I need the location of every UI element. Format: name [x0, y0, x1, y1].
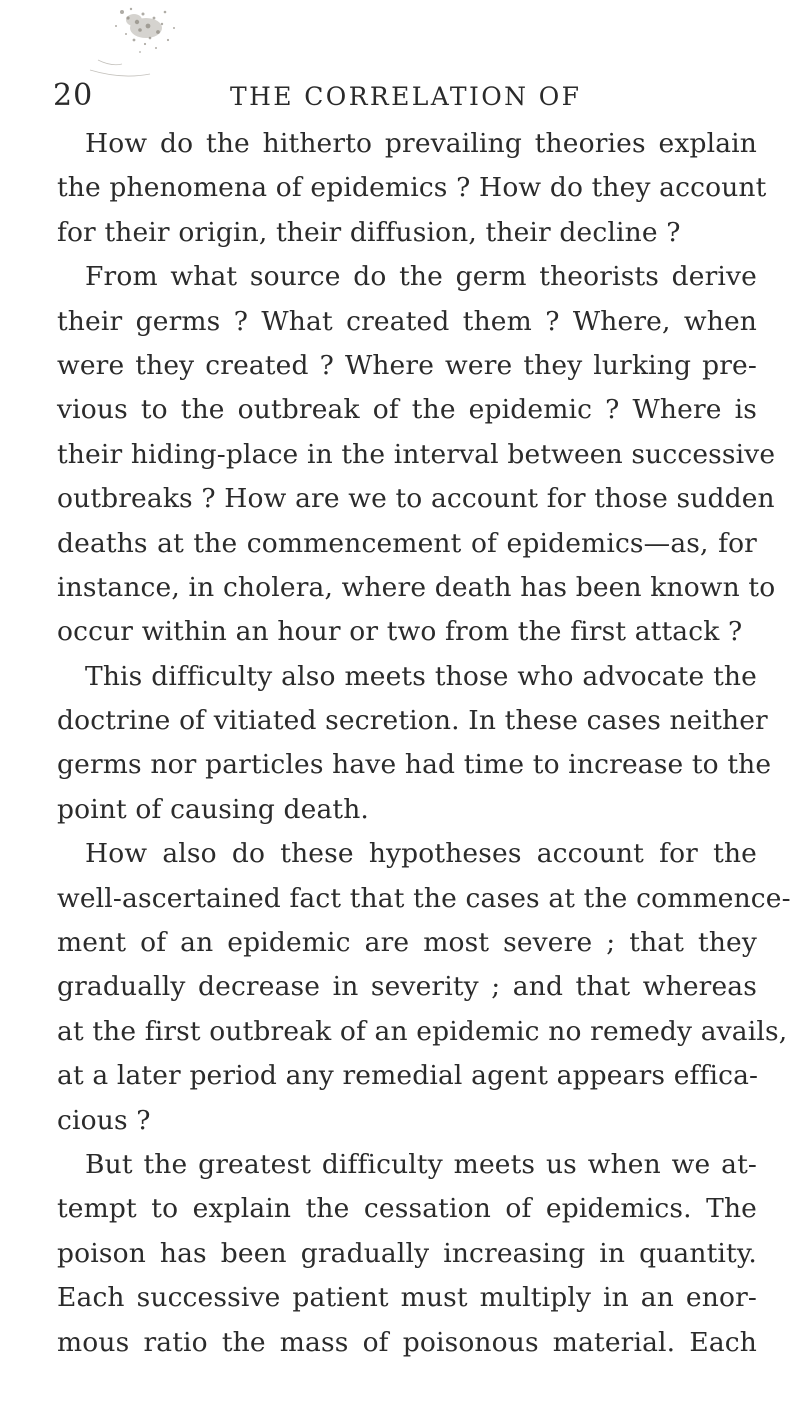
text-line: the phenomena of epidemics ? How do they account [57, 172, 767, 204]
text-line: well-ascertained fact that the cases at the commence- [57, 882, 791, 914]
text-line: outbreaks ? How are we to account for those sudden [57, 483, 775, 515]
text-line: germs nor particles have had time to increase to the [57, 749, 772, 781]
running-title: THE CORRELATION OF [230, 82, 582, 111]
text-line: But the greatest difficulty meets us when we at- [85, 1148, 757, 1180]
text-line: point of causing death. [57, 793, 369, 825]
text-line: tempt to explain the cessation of epidemics. The [57, 1193, 757, 1225]
text-line: poison has been gradually increasing in quantity. [57, 1237, 757, 1269]
text-line: occur within an hour or two from the first attack ? [57, 616, 743, 648]
text-line: mous ratio the mass of poisonous material. Each [57, 1326, 757, 1358]
text-line: From what source do the germ theorists derive [85, 261, 757, 293]
text-line: How do the hitherto prevailing theories explain [85, 128, 757, 159]
text-line: ment of an epidemic are most severe ; that they [57, 927, 757, 959]
text-line: doctrine of vitiated secretion. In these cases neither [57, 705, 768, 737]
body-text [57, 122, 791, 1365]
text-line: Each successive patient must multiply in an enor- [57, 1282, 757, 1314]
text-line: How also do these hypotheses account for the [85, 838, 757, 870]
running-header [0, 76, 800, 116]
text-line: instance, in cholera, where death has been known to [57, 571, 776, 603]
text-line: at the first outbreak of an epidemic no remedy avails, [57, 1015, 788, 1047]
text-line: at a later period any remedial agent appears effica- [57, 1060, 759, 1092]
text-line: cious ? [57, 1104, 151, 1136]
text-line: deaths at the commencement of epidemics—as, for [57, 527, 757, 559]
page-number: 20 [53, 78, 94, 113]
text-line: their hiding-place in the interval between successive [57, 438, 776, 470]
text-line: were they created ? Where were they lurking pre- [57, 349, 757, 381]
text-line: their germs ? What created them ? Where, when [57, 305, 757, 337]
text-line: for their origin, their diffusion, their decline ? [57, 216, 681, 248]
text-line: gradually decrease in severity ; and that whereas [57, 971, 757, 1003]
text-line: vious to the outbreak of the epidemic ? Where is [57, 394, 757, 426]
text-line: This difficulty also meets those who advocate the [85, 660, 757, 692]
